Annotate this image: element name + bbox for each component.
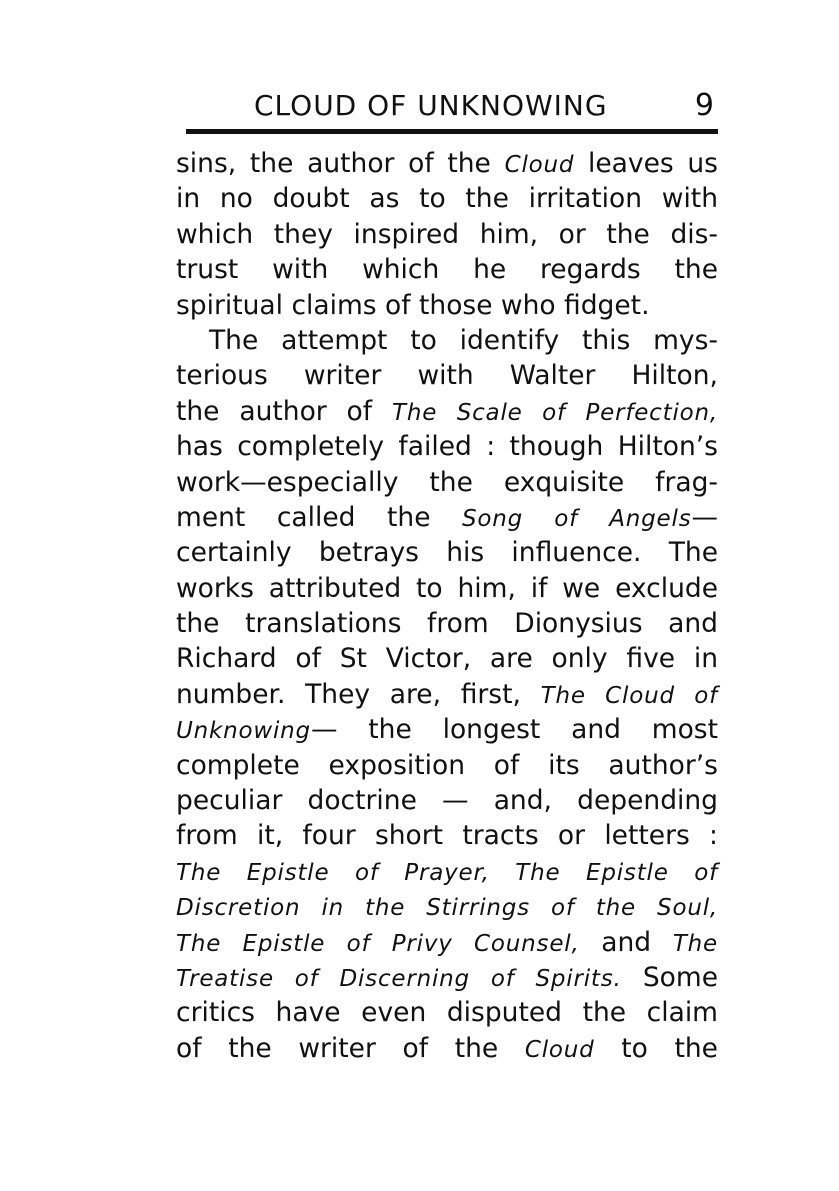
text-run: Richard of St Victor, are only five in	[176, 643, 718, 675]
text-run: the author of	[176, 395, 392, 427]
italic-title: Cloud	[504, 152, 575, 178]
italic-title: Unknowing	[176, 718, 311, 745]
text-line	[176, 1031, 718, 1066]
running-head	[186, 86, 718, 126]
italic-title: The Cloud of	[540, 682, 718, 709]
text-run: to the	[594, 1032, 718, 1064]
text-line	[176, 748, 718, 783]
text-line	[176, 925, 718, 960]
text-run: critics have even disputed the claim	[176, 997, 718, 1029]
text-line	[176, 252, 718, 287]
text-run: of the writer of the	[176, 1032, 525, 1064]
text-run: — the longest and most	[310, 714, 718, 746]
italic-title: The Epistle of Prayer, The Epistle of	[176, 859, 718, 886]
text-run: certainly betrays his influence. The	[176, 537, 718, 569]
text-line	[176, 394, 718, 429]
page-number: 9	[694, 88, 714, 123]
text-run: which they inspired him, or the dis-	[176, 218, 718, 250]
text-run: complete exposition of its author’s	[176, 749, 718, 781]
text-run: Some	[621, 961, 718, 993]
text-run: terious writer with Walter Hilton,	[176, 360, 718, 392]
text-line	[176, 995, 718, 1030]
text-line	[176, 429, 718, 464]
italic-title: Discretion in the Stirrings of the Soul,	[176, 895, 718, 922]
italic-title: The	[672, 930, 718, 957]
text-run: work—especially the exquisite frag-	[176, 466, 718, 498]
text-line	[176, 641, 718, 676]
italic-title: The Scale of Perfection,	[391, 399, 718, 426]
text-line	[176, 818, 718, 853]
text-line	[176, 889, 718, 924]
text-run: and	[579, 926, 673, 958]
italic-title: Song of Angels	[462, 505, 692, 532]
text-line	[176, 358, 718, 393]
text-run: the translations from Dionysius and	[176, 608, 718, 640]
italic-title: The Epistle of Privy Counsel,	[176, 930, 580, 957]
text-run: spiritual claims of those who fidget.	[176, 289, 650, 321]
italic-title: Cloud	[524, 1036, 595, 1063]
text-line	[176, 288, 718, 323]
text-line	[176, 323, 718, 358]
text-line	[176, 571, 718, 606]
text-run: The attempt to identify this mys-	[209, 324, 718, 356]
text-line	[176, 465, 718, 500]
text-run: trust with which he regards the	[176, 254, 718, 286]
body-text	[176, 146, 718, 1066]
text-run: number. They are, first,	[176, 678, 541, 710]
text-run: sins, the author of the	[176, 148, 505, 179]
text-line	[176, 535, 718, 570]
text-run: ment called the	[176, 501, 463, 533]
text-line	[176, 181, 718, 216]
text-run: has completely failed : though Hilton’s	[176, 431, 718, 463]
italic-title: Treatise of Discerning of Spirits.	[176, 965, 622, 992]
text-line	[176, 606, 718, 641]
text-run: in no doubt as to the irritation with	[176, 183, 718, 215]
header-rule	[186, 129, 718, 134]
text-line	[176, 146, 718, 181]
text-line	[176, 217, 718, 252]
text-line	[176, 712, 718, 747]
text-run: —	[691, 501, 718, 533]
text-line	[176, 500, 718, 535]
text-line	[176, 854, 718, 889]
text-run: leaves us	[574, 148, 718, 179]
text-run: works attributed to him, if we exclude	[176, 572, 718, 604]
text-run: peculiar doctrine — and, depending	[176, 785, 718, 817]
text-line	[176, 783, 718, 818]
text-run: from it, four short tracts or letters :	[176, 820, 718, 852]
running-title: CLOUD OF UNKNOWING	[254, 89, 608, 122]
text-line	[176, 960, 718, 995]
text-line	[176, 677, 718, 712]
